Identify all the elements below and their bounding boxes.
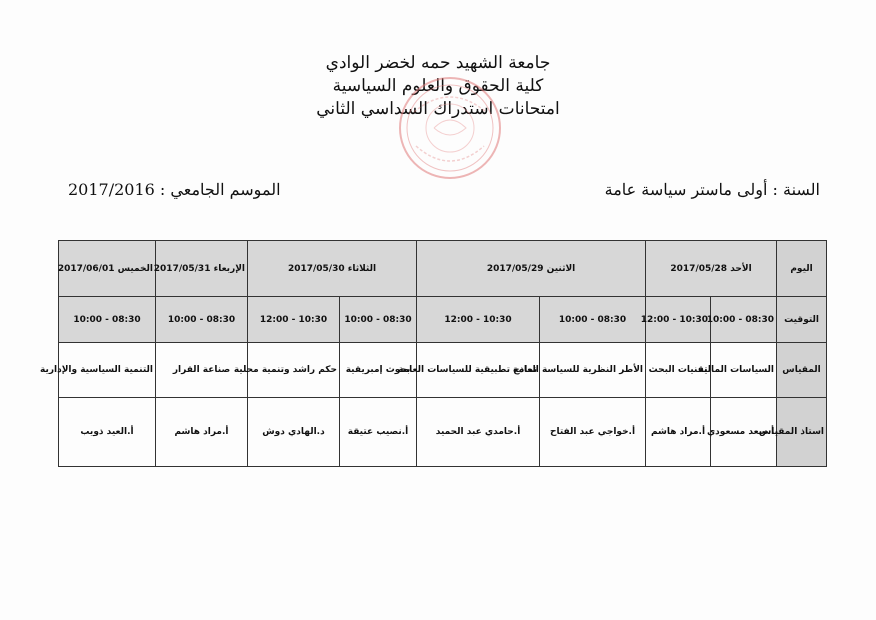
time-cell: 10:30 - 12:00 bbox=[417, 297, 540, 343]
teacher-cell: أ.نصيب عتيقة bbox=[340, 398, 417, 467]
subject-cell: السياسات المالية bbox=[711, 343, 777, 398]
university-name: جامعة الشهيد حمه لخضر الوادي bbox=[325, 53, 551, 73]
time-cell: 10:30 - 12:00 bbox=[646, 297, 711, 343]
teacher-cell: أ.سعد مسعودي bbox=[711, 398, 777, 467]
academic-season-label: الموسم الجامعي : 2017/2016 bbox=[68, 180, 281, 199]
document-header bbox=[0, 52, 876, 121]
day-row bbox=[59, 241, 827, 297]
row-label-teacher: استاذ المقياس bbox=[777, 398, 827, 467]
subject-row bbox=[59, 343, 827, 398]
time-cell: 08:30 - 10:00 bbox=[156, 297, 248, 343]
row-label-day: اليوم bbox=[777, 241, 827, 297]
row-label-subject: المقياس bbox=[777, 343, 827, 398]
time-row bbox=[59, 297, 827, 343]
teacher-cell: أ.العيد ذويب bbox=[59, 398, 156, 467]
exam-schedule-table bbox=[39, 240, 827, 467]
teacher-cell: أ.حامدي عبد الحميد bbox=[417, 398, 540, 467]
subject-cell: بحوث إمبريقية bbox=[340, 343, 417, 398]
time-cell: 08:30 - 10:00 bbox=[711, 297, 777, 343]
day-header: الاثنين 2017/05/29 bbox=[417, 241, 646, 297]
teacher-cell: أ.مراد هاشم bbox=[646, 398, 711, 467]
row-label-time: التوقيت bbox=[777, 297, 827, 343]
teacher-cell: أ.خواجي عبد الفتاح bbox=[540, 398, 646, 467]
subject-cell: التنمية السياسية والإدارية bbox=[59, 343, 156, 398]
day-header: الإربعاء 2017/05/31 bbox=[156, 241, 248, 297]
teacher-cell: د.الهادي دوش bbox=[248, 398, 340, 467]
time-cell: 08:30 - 10:00 bbox=[340, 297, 417, 343]
subject-cell: حكم راشد وتنمية محلية bbox=[248, 343, 340, 398]
day-header: الأحد 2017/05/28 bbox=[646, 241, 777, 297]
time-cell: 10:30 - 12:00 bbox=[248, 297, 340, 343]
day-header: الثلاثاء 2017/05/30 bbox=[248, 241, 417, 297]
subject-cell: تقنيات البحث bbox=[646, 343, 711, 398]
teacher-cell: أ.مراد هاشم bbox=[156, 398, 248, 467]
exam-title: امتحانات استدراك السداسي الثاني bbox=[316, 99, 560, 119]
subject-cell: صناعة القرار bbox=[156, 343, 248, 398]
time-cell: 08:30 - 10:00 bbox=[540, 297, 646, 343]
teacher-row bbox=[59, 398, 827, 467]
day-header: الخميس 2017/06/01 bbox=[59, 241, 156, 297]
subject-cell: الأطر النظرية للسياسة العامة bbox=[540, 343, 646, 398]
time-cell: 08:30 - 10:00 bbox=[59, 297, 156, 343]
faculty-name: كلية الحقوق والعلوم السياسية bbox=[332, 76, 544, 96]
subject-cell: نماذج تطبيقية للسياسات العامة bbox=[417, 343, 540, 398]
academic-year-label: السنة : أولى ماستر سياسة عامة bbox=[604, 180, 820, 199]
